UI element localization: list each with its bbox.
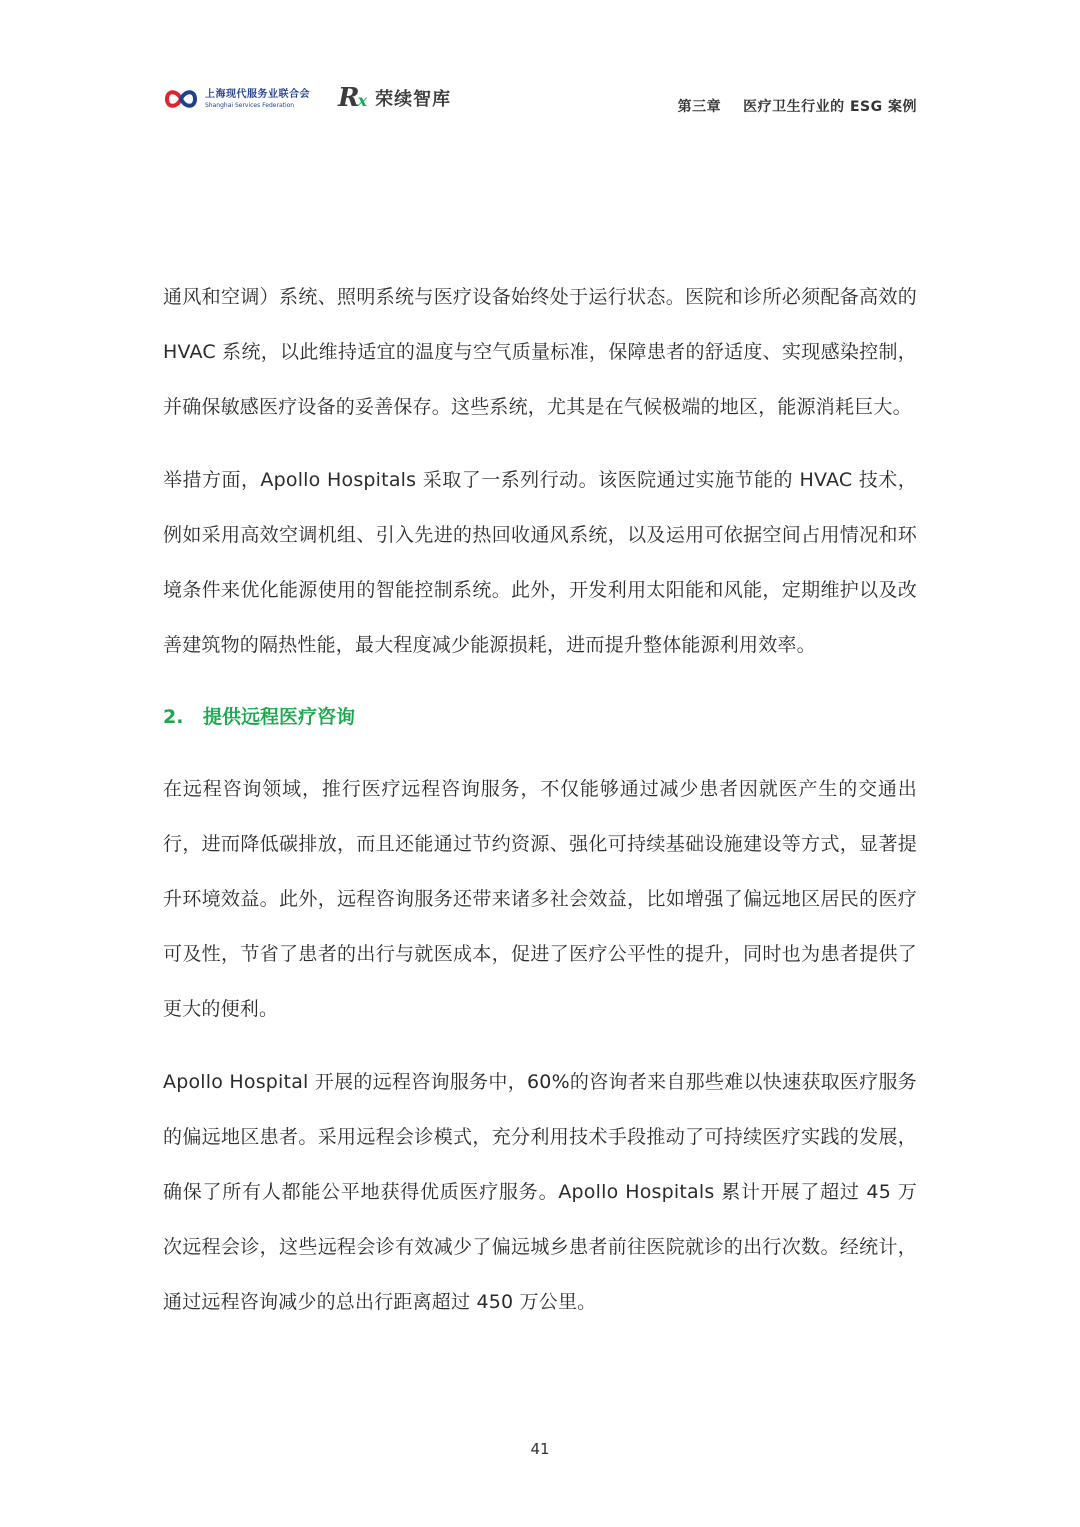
rongxu-think-tank-logo: [338, 82, 451, 114]
shanghai-services-federation-logo: [163, 84, 310, 114]
section-number: 2.: [163, 706, 184, 728]
section-title: 提供远程医疗咨询: [203, 706, 356, 728]
think-tank-name: 荣续智库: [375, 89, 452, 110]
page-number: 41: [530, 1440, 550, 1458]
paragraph-apollo-telemedicine: Apollo Hospital 开展的远程咨询服务中，60%的咨询者来自那些难以快速获取医疗服务的偏远地区患者。采用远程会诊模式，充分利用技术手段推动了可持续医疗实践的发展，确保了所有人都能公平地获得优质医疗服务。Apollo Hospitals 累计开展了超过 45 万次远程会诊，这些远程会诊有效减少了偏远城乡患者前往医院就诊的出行次数。经统计，通过远程咨询减少的总出行距离超过 450 万公里。: [163, 1071, 917, 1313]
federation-name-en: Shanghai Services Federation: [205, 101, 295, 109]
section-heading: [163, 690, 917, 745]
paragraph-apollo-measures: 举措方面，Apollo Hospitals 采取了一系列行动。该医院通过实施节能的 HVAC 技术，例如采用高效空调机组、引入先进的热回收通风系统，以及运用可依据空间占用情况和环境条件来优化能源使用的智能控制系统。此外，开发利用太阳能和风能，定期维护以及改善建筑物的隔热性能，最大程度减少能源损耗，进而提升整体能源利用效率。: [163, 469, 917, 656]
chapter-name: 医疗卫生行业的 ESG 案例: [743, 99, 917, 115]
federation-name-cn: 上海现代服务业联合会: [205, 88, 310, 100]
chapter-title: [678, 96, 917, 116]
rx-mark-icon: Rx: [338, 83, 368, 113]
body-content: [163, 270, 917, 1330]
paragraph-hvac-energy: 通风和空调）系统、照明系统与医疗设备始终处于运行状态。医院和诊所必须配备高效的 HVAC 系统，以此维持适宜的温度与空气质量标准，保障患者的舒适度、实现感染控制，并确保敏感医疗设备的妥善保存。这些系统，尤其是在气候极端的地区，能源消耗巨大。: [163, 286, 917, 418]
chapter-label: 第三章: [677, 99, 722, 115]
page-header: [163, 80, 917, 120]
paragraph-telemedicine-benefits: 在远程咨询领域，推行医疗远程咨询服务，不仅能够通过减少患者因就医产生的交通出行，进而降低碳排放，而且还能通过节约资源、强化可持续基础设施建设等方式，显著提升环境效益。此外，远程咨询服务还带来诸多社会效益，比如增强了偏远地区居民的医疗可及性，节省了患者的出行与就医成本，促进了医疗公平性的提升，同时也为患者提供了更大的便利。: [163, 778, 917, 1020]
federation-emblem-icon: [163, 86, 199, 112]
